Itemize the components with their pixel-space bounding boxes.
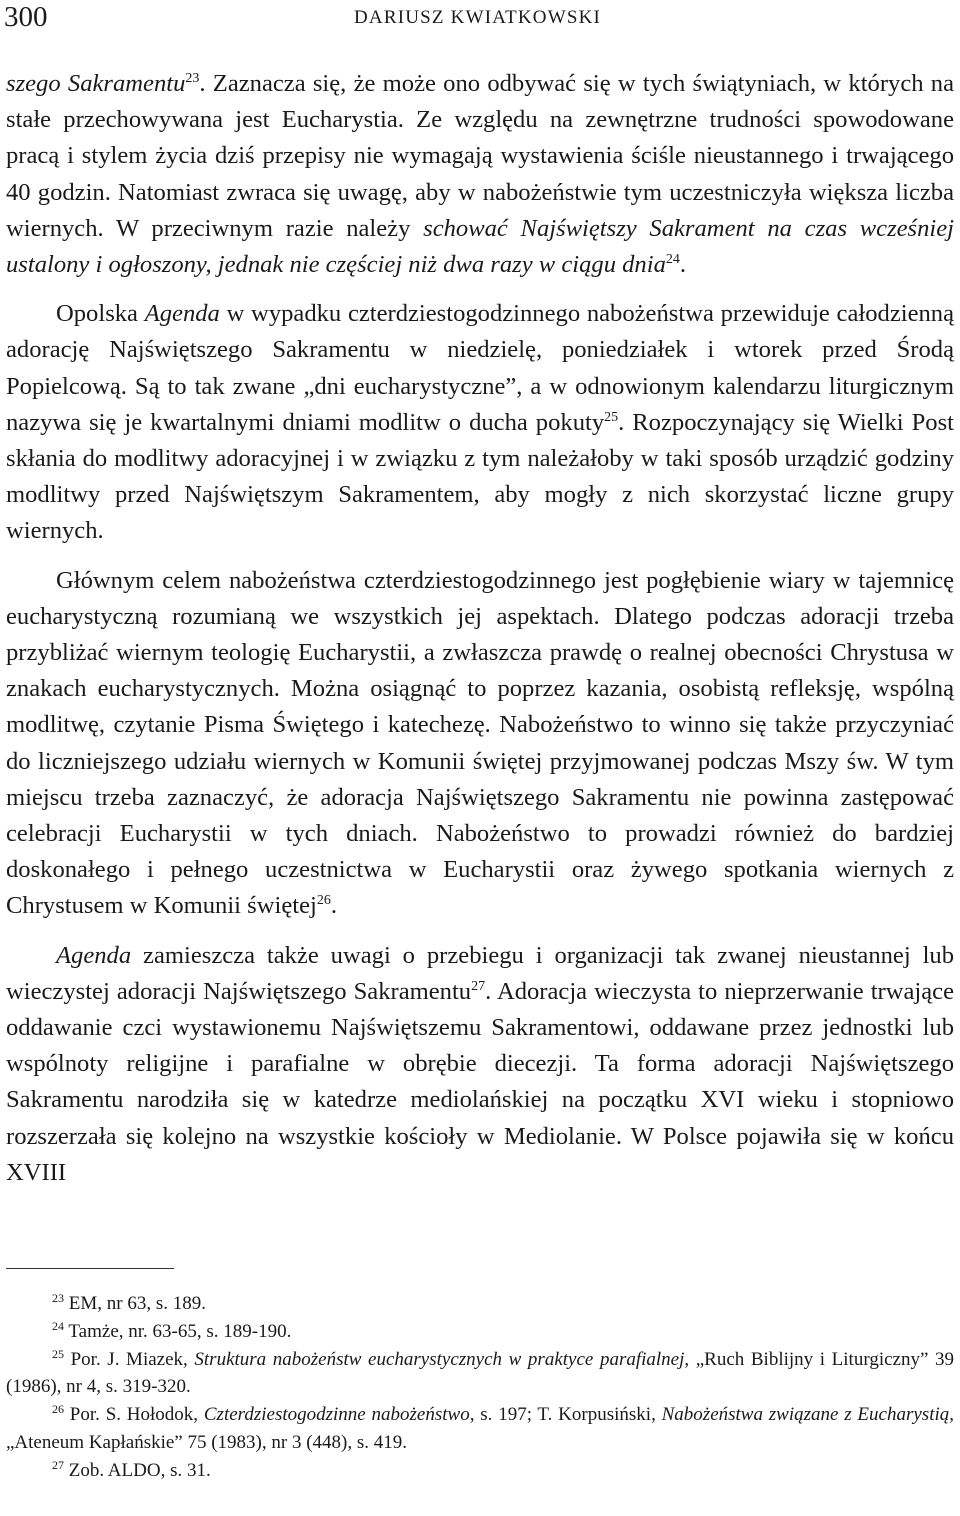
- text-run: Por. S. Hołodok,: [64, 1404, 204, 1426]
- footnote-separator: [6, 1268, 174, 1269]
- text-run: . Adoracja wieczysta to nieprzerwanie trwające oddawanie czci wystawionemu Najświętszemu Sakramentowi, oddawane przez jednostki lub wspólnoty religijne i parafialne w obrębie diecezji. Ta forma adoracji Najświętszego Sakramentu narodziła się w katedrze mediolańskiej na początku XVI wieku i stopniowo rozszerzała się kolejno na wszystkie kościoły w Mediolanie. W Polsce pojawiła się w końcu XVIII: [6, 977, 954, 1186]
- text-run: Głównym celem nabożeństwa czterdziestogodzinnego jest pogłębienie wiary w tajemnicę eucharystyczną rozumianą we wszystkich jej aspektach. Dlatego podczas adoracji trzeba przybliżać wiernym teologię Eucharystii, a zwłaszcza prawdę o realnej obecności Chrystusa w znakach eucharystycznych. Można osiągnąć to poprzez kazania, osobistą refleksję, wspólną modlitwę, czytanie Pisma Świętego i katechezę. Nabożeństwo to winno się także przyczyniać do liczniejszego udziału wiernych w Komunii świętej przyjmowanej podczas Mszy św. W tym miejscu trzeba zaznaczyć, że adoracja Najświętszego Sakramentu nie powinna zastępować celebracji Eucharystii w tych dniach. Nabożeństwo to prowadzi również do bardziej doskonałego i pełnego uczestnictwa w Eucharystii oraz żywego spotkania wiernych z Chrystusem w Komunii świętej: [6, 566, 954, 920]
- italic-text: Agenda: [56, 941, 132, 969]
- footnote-ref: 26: [52, 1402, 64, 1417]
- text-run: .: [330, 892, 337, 920]
- footnote-25: [6, 1346, 954, 1402]
- italic-text: schować Najświętszy Sakrament na czas wcześniej ustalony i ogłoszony, jednak nie częściej niż dwa razy w ciągu dnia: [6, 214, 954, 279]
- text-run: , s. 197; T. Korpusiński,: [469, 1404, 662, 1426]
- text-run: , „Ateneum Kapłańskie” 75 (1983), nr 3 (448), s. 419.: [6, 1404, 955, 1453]
- italic-text: Nabożeństwa związane z Eucharystią: [661, 1404, 950, 1426]
- italic-text: Agenda: [144, 300, 220, 328]
- running-header-author: DARIUSZ KWIATKOWSKI: [354, 7, 602, 28]
- footnote-ref: 26: [316, 893, 331, 909]
- text-run: EM, nr 63, s. 189.: [64, 1293, 206, 1314]
- text-run: w wypadku czterdziestogodzinnego nabożeństwa przewiduje całodzienną adorację Najświętszego Sakramentu w niedzielę, poniedziałek i wtorek przed Środą Popielcową. Są to tak zwane „dni eucharystyczne”, a w odnowionym kalendarzu liturgicznym nazywa się je kwartalnymi dniami modlitw o ducha pokuty: [6, 300, 954, 436]
- paragraph-continuation: [6, 66, 954, 283]
- text-run: Por. J. Miazek,: [64, 1348, 195, 1370]
- footnote-ref: 25: [604, 409, 619, 425]
- footnote-24: [6, 1318, 954, 1346]
- italic-text: Struktura nabożeństw eucharystycznych w praktyce parafialnej: [194, 1348, 685, 1370]
- footnote-26: [6, 1401, 954, 1457]
- running-header: [4, 0, 944, 34]
- text-run: zamieszcza także uwagi o przebiegu i organizacji tak zwanej nieustannej lub wieczystej adoracji Najświętszego Sakramentu: [6, 941, 954, 1005]
- footnotes: [6, 1290, 954, 1485]
- text-run: , „Ruch Biblijny i Liturgiczny” 39 (1986), nr 4, s. 319-320.: [6, 1348, 954, 1398]
- footnote-ref: 24: [665, 252, 680, 268]
- text-run: . Zaznacza się, że może ono odbywać się w tych świątyniach, w których na stałe przechowywana jest Eucharystia. Ze względu na zewnętrzne trudności spowodowane pracą i stylem życia dziś przepisy nie wymagają wystawienia ściśle nieustannego i trwającego 40 godzin. Natomiast zwraca się uwagę, aby w nabożeństwie tym uczestniczyła większa liczba wiernych. W przeciwnym razie należy: [6, 70, 955, 242]
- paragraph-main-purpose: [6, 563, 954, 925]
- paragraph-opolska-agenda: [6, 296, 954, 549]
- footnote-ref: 27: [471, 978, 486, 994]
- footnote-ref: 24: [52, 1318, 64, 1333]
- text-run: Zob. ALDO, s. 31.: [64, 1459, 211, 1481]
- text-run: Tamże, nr. 63-65, s. 189-190.: [64, 1320, 292, 1342]
- footnote-27: [6, 1457, 954, 1485]
- italic-text: szego Sakramentu: [6, 70, 186, 97]
- text-run: Opolska: [56, 300, 145, 328]
- text-run: .: [679, 251, 687, 279]
- paragraph-perpetual-adoration: [6, 938, 954, 1191]
- footnote-ref: 27: [52, 1457, 64, 1472]
- footnote-23: [6, 1290, 954, 1318]
- footnote-ref: 25: [52, 1346, 64, 1361]
- page-number: 300: [4, 1, 48, 33]
- italic-text: Czterdziestogodzinne nabożeństwo: [203, 1404, 470, 1426]
- main-text: [6, 66, 954, 1204]
- text-run: . Rozpoczynający się Wielki Post skłania do modlitwy adoracyjnej i w związku z tym należałoby w taki sposób urządzić godziny modlitwy przed Najświętszym Sakramentem, aby mogły z nich skorzystać liczne grupy wiernych.: [6, 408, 954, 545]
- footnote-ref: 23: [185, 71, 200, 86]
- footnote-ref: 23: [52, 1291, 64, 1305]
